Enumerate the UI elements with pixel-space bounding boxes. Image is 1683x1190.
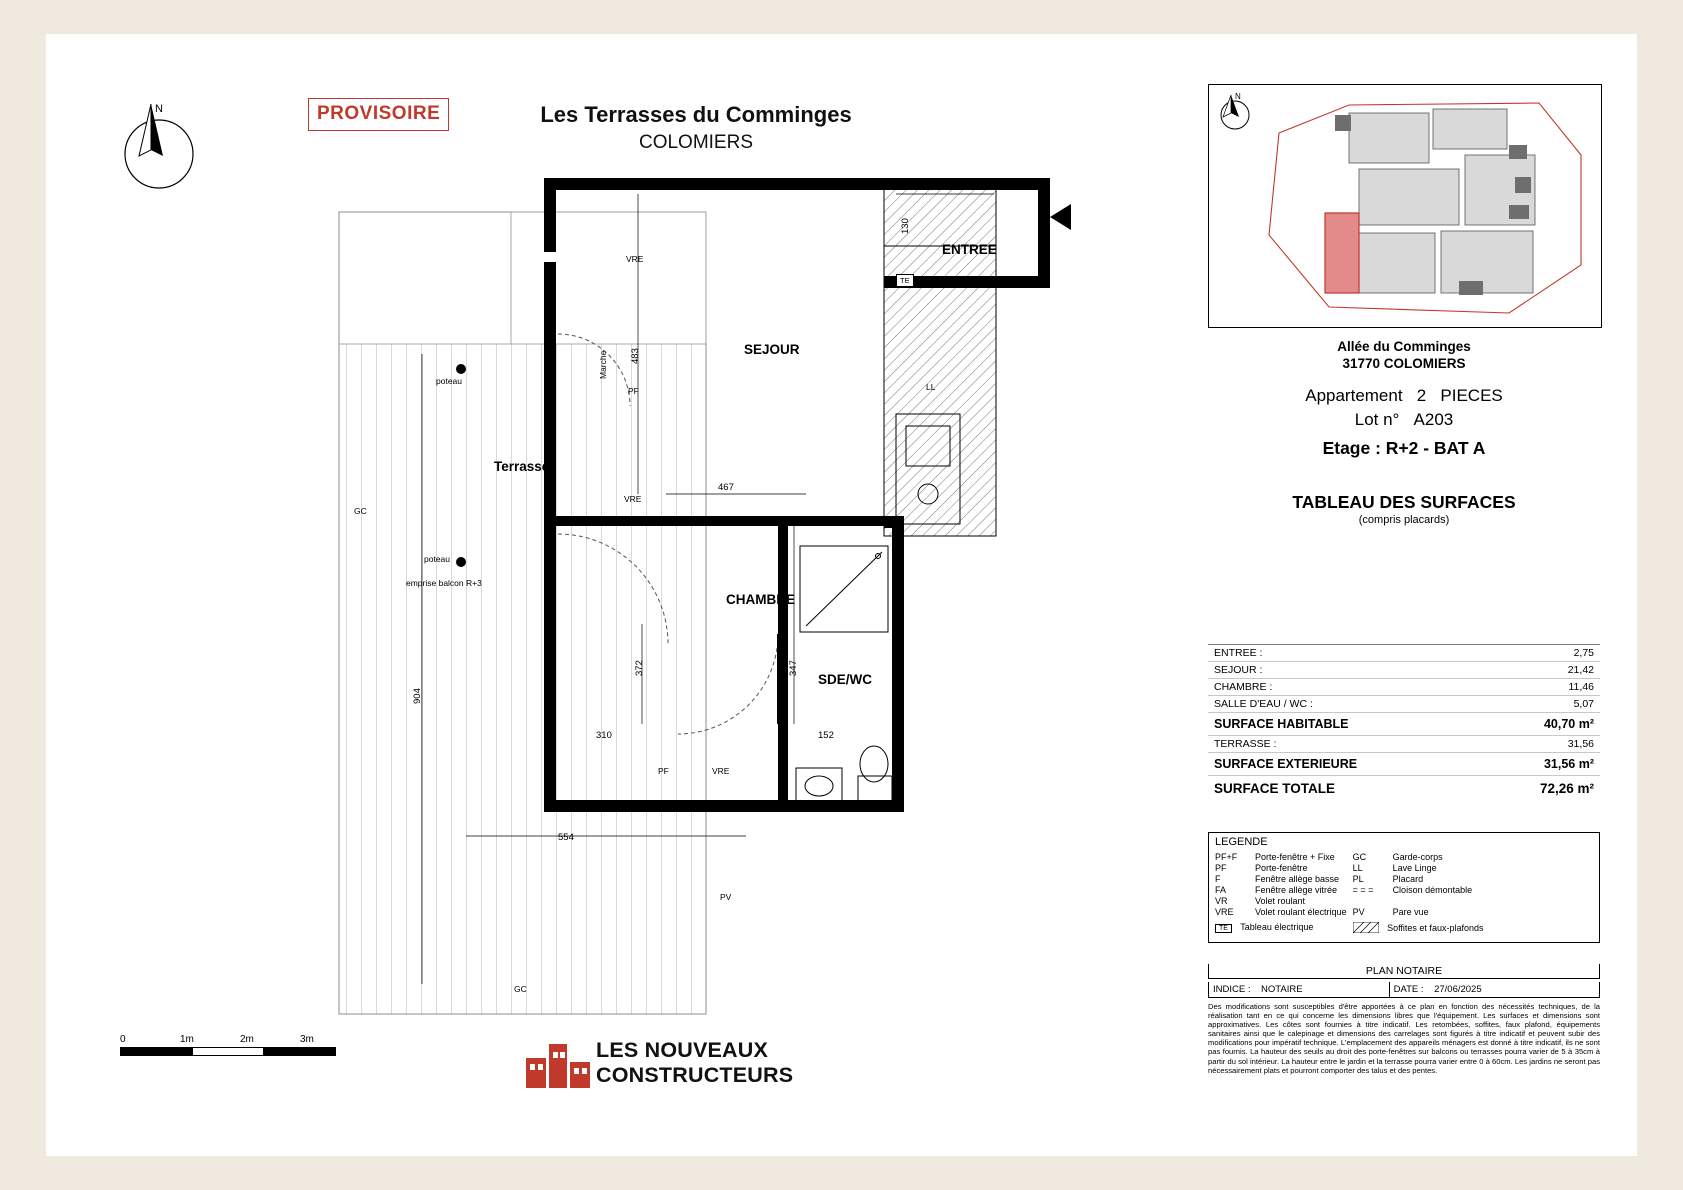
annotation-gc-1: GC — [354, 506, 367, 516]
address-line-2: 31770 COLOMIERS — [1342, 356, 1466, 371]
surface-value: 11,46 — [1568, 681, 1594, 693]
surfaces-table — [1208, 644, 1600, 801]
legend-value: Porte-fenêtre + Fixe — [1255, 852, 1335, 862]
legend-value: Garde-corps — [1392, 852, 1443, 862]
annotation-marche-2: Marche — [652, 804, 681, 814]
legend-value: Lave Linge — [1392, 863, 1437, 873]
legend-key: = = = — [1352, 885, 1374, 895]
legend-value — [1393, 896, 1490, 907]
info-panel — [1196, 54, 1616, 1139]
table-row — [1208, 776, 1600, 801]
dimension-467: 467 — [718, 482, 734, 493]
indice-value: NOTAIRE — [1261, 984, 1303, 995]
legend-value: Fenêtre allège vitrée — [1255, 885, 1338, 895]
annotation-gc-2: GC — [514, 984, 527, 994]
apartment-info — [1208, 384, 1600, 432]
surface-value: 31,56 m² — [1543, 757, 1594, 771]
legend-value: Pare vue — [1392, 907, 1429, 917]
date-label: DATE : — [1393, 984, 1424, 995]
legend-key: PF+F — [1215, 852, 1238, 862]
appartement-label: Appartement — [1305, 386, 1403, 405]
legend-key: PV — [1352, 907, 1365, 917]
annotation-marche-1: Marche — [598, 350, 608, 379]
surface-value: 72,26 m² — [1539, 781, 1594, 796]
surfaces-table-title: TABLEAU DES SURFACES — [1292, 492, 1516, 512]
surface-value: 21,42 — [1567, 664, 1594, 676]
room-label-chambre: CHAMBRE — [726, 592, 795, 607]
legend-key: FA — [1215, 885, 1227, 895]
plan-notaire-banner: PLAN NOTAIRE — [1208, 964, 1600, 979]
te-icon: TE — [1215, 924, 1232, 933]
address — [1208, 338, 1600, 372]
page-title: Les Terrasses du Comminges — [540, 102, 852, 127]
table-row — [1208, 662, 1600, 679]
scale-tick-2: 2m — [240, 1034, 254, 1045]
annotation-vre-3: VRE — [712, 766, 730, 776]
annotation-emprise-balcon: emprise balcon R+3 — [406, 578, 482, 588]
surface-value: 40,70 m² — [1543, 717, 1594, 731]
dimension-904: 904 — [412, 688, 423, 704]
legend-key: PL — [1352, 874, 1364, 884]
legend-value: Tableau électrique — [1240, 922, 1314, 932]
address-line-1: Allée du Comminges — [1337, 339, 1471, 354]
surface-label: CHAMBRE : — [1214, 681, 1273, 693]
floor-plan — [106, 164, 1226, 1094]
surface-label: ENTREE : — [1214, 647, 1263, 659]
date-value: 27/06/2025 — [1434, 984, 1482, 995]
annotation-vre-2: VRE — [624, 494, 642, 504]
dimension-152: 152 — [818, 730, 834, 741]
surface-value: 5,07 — [1573, 698, 1594, 710]
svg-text:N: N — [155, 103, 163, 115]
svg-text:N: N — [1235, 92, 1241, 101]
legend-value: Placard — [1392, 874, 1424, 884]
table-row — [1208, 736, 1600, 753]
surfaces-table-subtitle: (compris placards) — [1358, 514, 1450, 526]
pieces-count: 2 — [1416, 386, 1427, 405]
table-row — [1208, 753, 1600, 776]
legend-value: Porte-fenêtre — [1255, 863, 1308, 873]
annotation-pf-2: PF — [658, 766, 669, 776]
surface-label: TERRASSE : — [1214, 738, 1277, 750]
dimension-212: 212 — [930, 182, 946, 193]
table-row — [1208, 645, 1600, 662]
table-row — [1208, 696, 1600, 713]
room-label-entree: ENTREE — [942, 242, 997, 257]
dimension-372: 372 — [634, 660, 645, 676]
pieces-label: PIECES — [1440, 386, 1503, 405]
scale-tick-0: 0 — [120, 1034, 126, 1045]
legend-value: Volet roulant électrique — [1255, 907, 1347, 917]
surface-label: SURFACE TOTALE — [1214, 781, 1336, 796]
table-row — [1208, 713, 1600, 736]
dimension-554: 554 — [558, 832, 574, 843]
company-name — [596, 1038, 793, 1088]
dimension-130: 130 — [900, 218, 911, 234]
legend-value: Cloison démontable — [1392, 885, 1473, 895]
soffit-hatch-icon — [1353, 922, 1379, 935]
scale-tick-3: 3m — [300, 1034, 314, 1045]
annotation-ll: LL — [926, 382, 936, 392]
surface-value: 31,56 — [1567, 738, 1594, 750]
legend-key: VRE — [1215, 907, 1234, 917]
disclaimer-text: Des modifications sont susceptibles d'être apportées à ce plan en fonction des nécessités techniques, de la réalisation tant en ce qui concerne les dimensions libres que l'équipement. Les surfaces et dimensions sont approximatives. Les côtes sont fournies à titre indicatif. Les retombées, soffites, faux plafond, équipements sanitaires ainsi que le calepinage et dimensions des carrelages sont figurés à titre indicatif et peuvent subir des modifications pour impératif technique. L'emplacement des appareils ménagers est donné à titre indicatif, ils ne sont pas fournis. La hauteur des seuils au droit des porte-fenêtres sur balcons ou terrasses pourra varier de 5 à 35cm à partir du sol intérieur. La hauteur entre le jardin et la terrasse pourra varier entre 0 à 60cm. Les jardins ne seront pas nécessairement plats et pourront comporter des talus et des pentes. — [1208, 1002, 1600, 1075]
site-mini-map — [1208, 84, 1602, 328]
legend-key: GC — [1352, 852, 1367, 862]
legend-key: PF — [1215, 863, 1227, 873]
scale-tick-1: 1m — [180, 1034, 194, 1045]
provisoire-stamp: PROVISOIRE — [308, 98, 449, 131]
surface-label: SURFACE HABITABLE — [1214, 717, 1349, 731]
room-label-terrasse: Terrasse — [494, 459, 550, 474]
room-label-sejour: SEJOUR — [744, 342, 800, 357]
annotation-vre-1: VRE — [626, 254, 644, 264]
annotation-fa: FA — [626, 182, 637, 192]
scale-bar — [120, 1034, 360, 1056]
lot-value: A203 — [1413, 410, 1454, 429]
annotation-poteau-2: poteau — [424, 554, 450, 564]
legend-key — [1353, 896, 1393, 907]
surface-label: SURFACE EXTERIEURE — [1214, 757, 1358, 771]
legend-key: F — [1215, 874, 1221, 884]
legend — [1208, 832, 1600, 943]
dimension-483: 483 — [630, 348, 641, 364]
legend-value: Fenêtre allège basse — [1255, 874, 1340, 884]
surface-value: 2,75 — [1573, 647, 1594, 659]
legend-key: LL — [1352, 863, 1363, 873]
dimension-310: 310 — [596, 730, 612, 741]
legend-value: Soffites et faux-plafonds — [1387, 922, 1484, 933]
etage-info: Etage : R+2 - BAT A — [1322, 438, 1486, 458]
room-label-sde-wc: SDE/WC — [818, 672, 872, 687]
annotation-pv: PV — [720, 892, 732, 902]
lot-label: Lot n° — [1354, 410, 1400, 429]
annotation-poteau-1: poteau — [436, 376, 462, 386]
legend-key: VR — [1215, 896, 1228, 906]
sheet — [46, 34, 1637, 1156]
legend-value: Volet roulant — [1255, 896, 1306, 906]
surface-label: SEJOUR : — [1214, 664, 1263, 676]
annotation-pf-1: PF — [628, 386, 639, 396]
indice-label: INDICE : — [1213, 984, 1251, 995]
company-name-line2: CONSTRUCTEURS — [596, 1063, 794, 1087]
surface-label: SALLE D'EAU / WC : — [1214, 698, 1313, 710]
company-name-line1: LES NOUVEAUX — [596, 1038, 769, 1062]
dimension-347: 347 — [788, 660, 799, 676]
indice-row — [1208, 982, 1600, 998]
page-subtitle: COLOMIERS — [638, 132, 754, 153]
annotation-te: TE — [896, 274, 914, 287]
table-row — [1208, 679, 1600, 696]
legend-title: LEGENDE — [1215, 836, 1268, 848]
